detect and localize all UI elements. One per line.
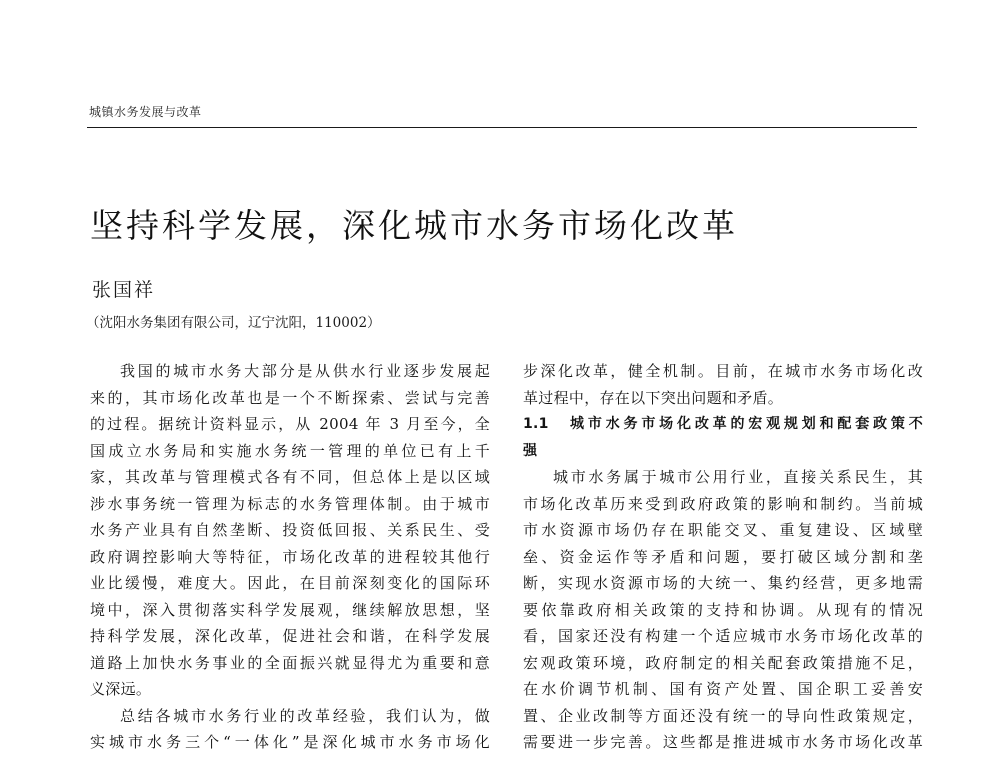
body-line: 市水资源市场仍存在职能交叉、重复建设、区域壁 [523, 521, 923, 539]
right-column [523, 358, 923, 756]
section-heading-line: 强 [523, 442, 538, 459]
body-line: 要依靠政府相关政策的支持和协调。从现有的情况 [523, 600, 923, 619]
body-line: 在水价调节机制、国有资产处置、国企职工妥善安 [523, 680, 923, 698]
body-line: 涉水事务统一管理为标志的水务管理体制。由于城市 [90, 494, 490, 513]
body-line: 境中，深入贯彻落实科学发展观，继续解放思想，坚 [90, 600, 490, 619]
body-line: 革过程中，存在以下突出问题和矛盾。 [523, 388, 784, 407]
body-line: 国成立水务局和实施水务统一管理的单位已有上千 [90, 441, 490, 460]
body-line: 总结各城市水务行业的改革经验，我们认为，做 [120, 706, 490, 725]
author-name: 张国祥 [92, 279, 156, 301]
body-line: 看，国家还没有构建一个适应城市水务市场化改革的 [523, 627, 923, 645]
body-line: 市场化改革历来受到政府政策的影响和制约。当前城 [523, 494, 923, 513]
body-line: 实城市水务三个“一体化”是深化城市水务市场化 [90, 733, 490, 751]
body-line: 家，其改革与管理模式各有不同，但总体上是以区域 [90, 468, 490, 486]
article-title: 坚持科学发展，深化城市水务市场化改革 [90, 206, 738, 245]
body-line: 的过程。据统计资料显示，从 2004 年 3 月至今，全 [90, 415, 490, 433]
section-heading-line: 1.1 城市水务市场化改革的宏观规划和配套政策不 [523, 416, 923, 432]
body-line: 宏观政策环境，政府制定的相关配套政策措施不足， [523, 653, 923, 672]
body-line: 需要进一步完善。这些都是推进城市水务市场化改革 [523, 733, 923, 751]
body-line: 持科学发展，深化改革，促进社会和谐，在科学发展 [90, 627, 490, 645]
header-rule [87, 127, 917, 128]
body-line: 城市水务属于城市公用行业，直接关系民生，其 [553, 468, 923, 486]
body-line: 义深远。 [90, 680, 152, 698]
body-line: 断，实现水资源市场的大统一、集约经营，更多地需 [523, 574, 923, 592]
running-head: 城镇水务发展与改革 [89, 105, 202, 119]
body-line: 我国的城市水务大部分是从供水行业逐步发展起 [120, 362, 490, 380]
body-line: 道路上加快水务事业的全面振兴就显得尤为重要和意 [90, 653, 490, 672]
body-line: 业比缓慢，难度大。因此，在目前深刻变化的国际环 [90, 574, 490, 592]
body-line: 来的，其市场化改革也是一个不断探索、尝试与完善 [90, 388, 490, 407]
author-affiliation: （沈阳水务集团有限公司，辽宁沈阳，110002） [86, 315, 381, 331]
body-line: 政府调控影响大等特征，市场化改革的进程较其他行 [90, 547, 490, 566]
body-line: 步深化改革，健全机制。目前，在城市水务市场化改 [523, 362, 923, 380]
body-line: 垒、资金运作等矛盾和问题，要打破区域分割和垄 [523, 547, 923, 566]
left-column [90, 358, 490, 756]
body-line: 水务产业具有自然垄断、投资低回报、关系民生、受 [90, 521, 490, 539]
body-line: 置、企业改制等方面还没有统一的导向性政策规定， [523, 706, 923, 725]
